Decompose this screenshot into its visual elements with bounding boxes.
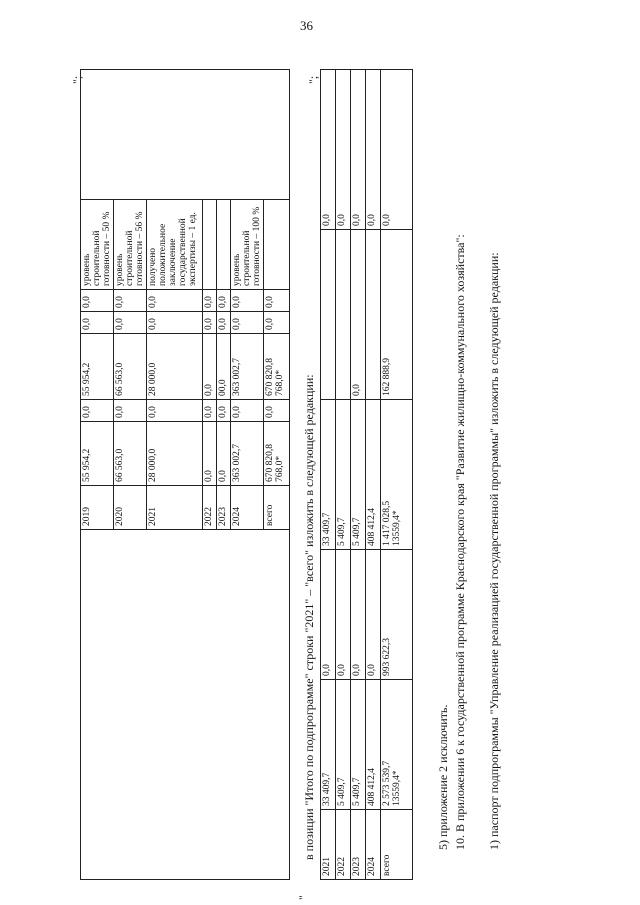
- year-cell: 2019: [81, 486, 114, 530]
- empty-cell: [81, 70, 290, 200]
- value-cell: 0,0: [147, 400, 203, 422]
- year-cell: 2021: [147, 486, 203, 530]
- value-cell: 0,0: [231, 312, 264, 334]
- value-cell: 0,0: [114, 400, 147, 422]
- result-cell: уровень строительной готовности – 50 %: [81, 200, 114, 290]
- value-cell: 55 954,2: [81, 422, 114, 486]
- paragraph-itogo: в позиции "Итого по подпрограмме" строки "2021" – "всего" изложить в следующей редакции:: [302, 374, 316, 860]
- result-cell: получено положительное заключение государственной экспертизы – 1 ед.: [147, 200, 203, 290]
- value-cell: 0,0: [366, 550, 381, 680]
- value-cell: [366, 230, 381, 400]
- value-cell: 993 622,3: [381, 550, 413, 680]
- value-cell: 0,0: [366, 70, 381, 230]
- result-cell: уровень строительной готовности – 56 %: [114, 200, 147, 290]
- value-footnote: 768,0*: [275, 455, 285, 482]
- value-cell: [264, 334, 290, 400]
- table-row: [351, 70, 366, 880]
- value-cell: 5 409,7: [336, 400, 351, 550]
- value-cell: [381, 680, 413, 810]
- value-cell: [321, 230, 336, 400]
- year-cell: 2022: [336, 810, 351, 880]
- value-cell: 0,0: [231, 290, 264, 312]
- year-cell: 2024: [366, 810, 381, 880]
- value-cell: 0,0: [336, 70, 351, 230]
- rotated-page-body: [70, 70, 570, 900]
- result-cell: [264, 200, 290, 290]
- year-cell: 2024: [231, 486, 264, 530]
- table-row: [381, 70, 413, 880]
- value-footnote: 768,0*: [275, 369, 285, 396]
- result-cell: уровень строительной готовности – 100 %: [231, 200, 264, 290]
- result-cell: [217, 200, 231, 290]
- year-cell: всего: [381, 810, 413, 880]
- year-cell: 2023: [351, 810, 366, 880]
- table-row: [366, 70, 381, 880]
- value-cell: 0,0: [203, 312, 217, 334]
- value-cell: 0,0: [147, 312, 203, 334]
- value-cell: 0,0: [321, 70, 336, 230]
- value-cell: 0,0: [351, 550, 366, 680]
- value-cell: 408 412,4: [366, 680, 381, 810]
- value-cell: 0,0: [81, 312, 114, 334]
- empty-cell: [81, 530, 290, 880]
- value-cell: 408 412,4: [366, 400, 381, 550]
- value-cell: 33 409,7: [321, 680, 336, 810]
- table-row: [81, 70, 114, 880]
- value-cell: 0,0: [381, 70, 413, 230]
- quote-close-2: ";: [306, 75, 320, 84]
- value-cell: 0,0: [264, 312, 290, 334]
- value-cell: 00,0: [217, 334, 231, 400]
- value-cell: [336, 230, 351, 400]
- value-cell: 33 409,7: [321, 400, 336, 550]
- paragraph-item-5: 5) приложение 2 исключить.: [436, 704, 450, 850]
- value-footnote: 13559,4*: [392, 510, 402, 546]
- value-cell: 28 000,0: [147, 334, 203, 400]
- year-cell: 2023: [217, 486, 231, 530]
- value-cell: 0,0: [336, 550, 351, 680]
- value-cell: 0,0: [203, 422, 217, 486]
- table-row: [321, 70, 336, 880]
- value-cell: 0,0: [114, 312, 147, 334]
- quote-open: ": [296, 895, 310, 900]
- value-cell: 55 954,2: [81, 334, 114, 400]
- year-cell: 2022: [203, 486, 217, 530]
- value-cell: [381, 400, 413, 550]
- paragraph-item-1: 1) паспорт подпрограммы "Управление реализацией государственной программы" изложить в следующей редакции:: [487, 252, 501, 850]
- value-cell: 0,0: [351, 230, 366, 400]
- value-cell: 5 409,7: [351, 400, 366, 550]
- year-cell: 2020: [114, 486, 147, 530]
- value-cell: 363 002,7: [231, 422, 264, 486]
- value-cell: 0,0: [203, 334, 217, 400]
- value-cell: 162 888,9: [381, 230, 413, 400]
- value-cell: 0,0: [217, 312, 231, 334]
- year-cell: 2021: [321, 810, 336, 880]
- value-cell: 5 409,7: [351, 680, 366, 810]
- year-cell: всего: [264, 486, 290, 530]
- value-cell: [264, 422, 290, 486]
- value-cell: 0,0: [147, 290, 203, 312]
- value-cell: 0,0: [231, 400, 264, 422]
- value-cell: 0,0: [203, 400, 217, 422]
- value-cell: 66 563,0: [114, 334, 147, 400]
- value-cell: 0,0: [217, 422, 231, 486]
- quote-close-1: ";: [70, 75, 84, 84]
- value-cell: 363 002,7: [231, 334, 264, 400]
- value-main: 1 417 028,5: [382, 500, 392, 546]
- paragraph-item-10: 10. В приложении 6 к государственной программе Краснодарского края "Развитие жилищно-коммунального хозяйства":: [453, 234, 467, 850]
- value-main: 2 573 539,7: [382, 760, 392, 806]
- value-cell: 0,0: [81, 290, 114, 312]
- value-cell: 0,0: [264, 290, 290, 312]
- result-cell: [203, 200, 217, 290]
- value-main: 670 820,8: [265, 358, 275, 396]
- table-row: [336, 70, 351, 880]
- value-cell: 0,0: [351, 70, 366, 230]
- value-cell: 28 000,0: [147, 422, 203, 486]
- value-cell: 66 563,0: [114, 422, 147, 486]
- value-cell: 0,0: [217, 400, 231, 422]
- value-footnote: 13559,4*: [392, 770, 402, 806]
- value-cell: 0,0: [321, 550, 336, 680]
- value-cell: 0,0: [203, 290, 217, 312]
- value-cell: 0,0: [81, 400, 114, 422]
- budget-table-upper: [80, 69, 290, 880]
- page-number: 36: [300, 18, 313, 33]
- value-cell: 0,0: [217, 290, 231, 312]
- value-main: 670 820,8: [265, 444, 275, 482]
- budget-table-lower: [320, 69, 413, 880]
- value-cell: 0,0: [264, 400, 290, 422]
- value-cell: 0,0: [114, 290, 147, 312]
- value-cell: 5 409,7: [336, 680, 351, 810]
